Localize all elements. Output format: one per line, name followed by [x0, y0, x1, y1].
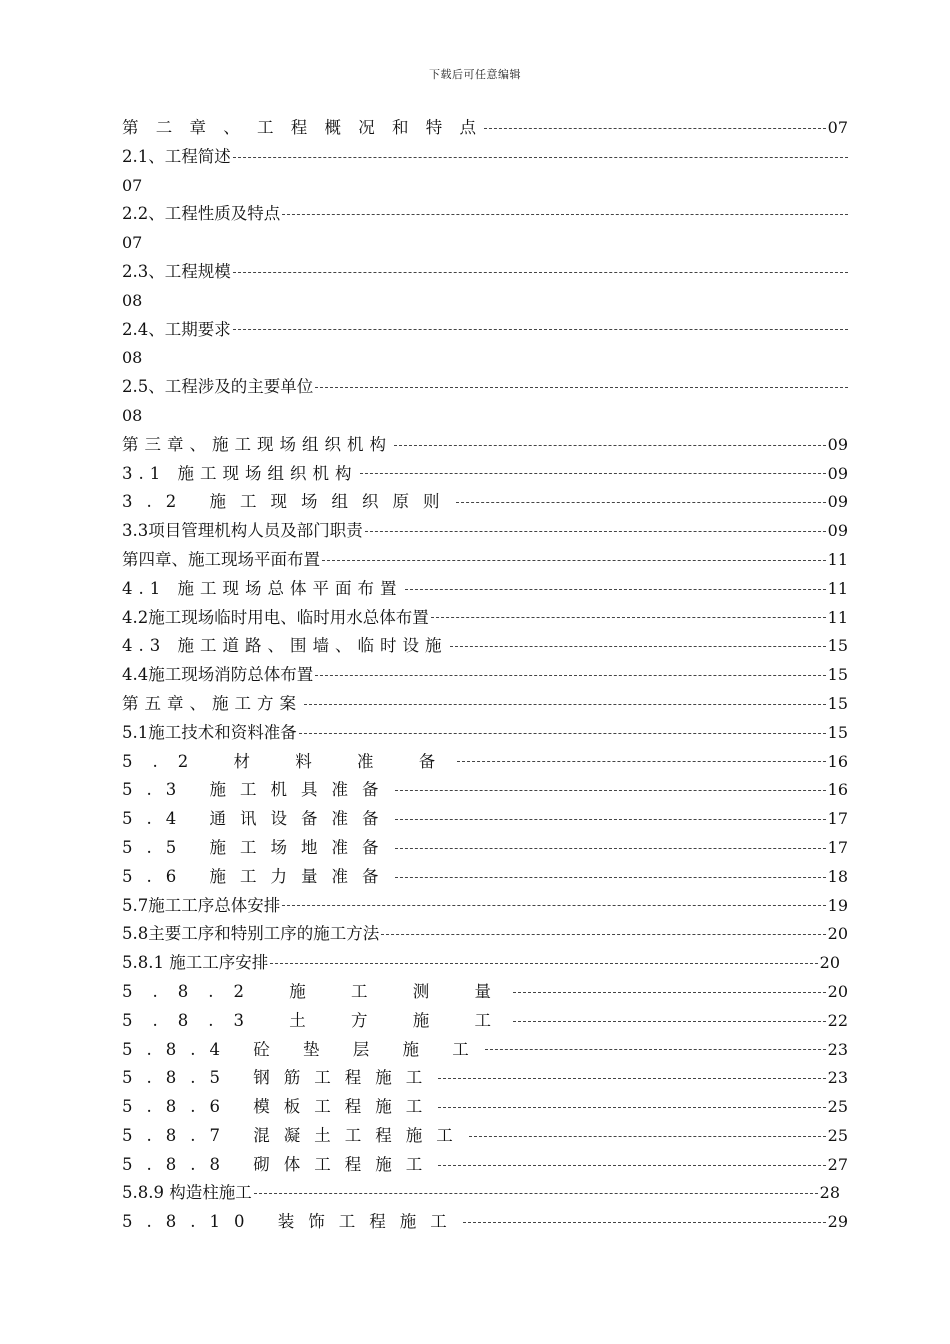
toc-entry-page: 08: [122, 290, 143, 310]
toc-entry-page: 22: [827, 1010, 848, 1030]
toc-entry-page: 07: [827, 118, 848, 137]
toc-leader-dashes: [360, 473, 826, 474]
toc-leader-dashes: [233, 157, 848, 158]
page-header: 下载后可任意编辑: [429, 68, 521, 81]
toc-entry-title: 2.5、工程涉及的主要单位: [122, 377, 314, 397]
toc-entry-title: 4.3 施工道路、围墙、临时设施: [122, 636, 448, 656]
toc-entry: [122, 920, 848, 949]
toc-entry-page: 11: [827, 578, 848, 598]
toc-entry-page: 15: [827, 722, 848, 742]
toc-leader-dashes: [431, 617, 826, 618]
toc-entry-title: 第三章、施工现场组织机构: [122, 434, 392, 454]
toc-entry-title: 5.6 施工力量准备: [122, 866, 393, 886]
toc-entry-title: 第五章、施工方案: [122, 693, 302, 713]
toc-entry: [122, 632, 848, 661]
toc-entry: [122, 604, 848, 633]
toc-entry-title: 2.3、工程规模: [122, 261, 231, 281]
toc-leader-dashes: [469, 1136, 826, 1137]
toc-leader-dashes: [513, 992, 826, 993]
toc-entry-page: 07: [122, 175, 143, 195]
toc-entry-page: 11: [827, 549, 848, 569]
toc-leader-dashes: [456, 502, 826, 503]
toc-entry-title: 5.3 施工机具准备: [122, 780, 393, 800]
toc-leader-dashes: [254, 1193, 818, 1194]
toc-entry-page: 15: [827, 665, 848, 685]
toc-leader-dashes: [365, 531, 826, 532]
toc-entry-title: 5.8.4 砼 垫 层 施 工: [122, 1039, 483, 1059]
toc-leader-dashes: [513, 1021, 826, 1022]
toc-entry: [122, 517, 848, 546]
toc-entry-title: 2.4、工期要求: [122, 319, 231, 339]
toc-entry: [122, 834, 848, 863]
toc-leader-dashes: [315, 387, 848, 388]
toc-entry: [122, 373, 848, 402]
toc-entry: [122, 488, 848, 517]
toc-entry: [122, 1064, 848, 1093]
toc-entry-title: 4.4施工现场消防总体布置: [122, 665, 314, 685]
toc-entry-title: 5.8.3 土 方 施 工: [122, 1010, 511, 1030]
toc-entry-title: 5.8.8 砌体工程施工: [122, 1154, 437, 1174]
toc-entry-page: 08: [122, 348, 143, 368]
toc-entry: [122, 719, 848, 748]
toc-entry-title: 4.1 施工现场总体平面布置: [122, 578, 403, 598]
toc-entry-page: 09: [827, 463, 848, 483]
toc-entry-title: 5.5 施工场地准备: [122, 837, 393, 857]
toc-entry: [122, 1007, 848, 1036]
toc-leader-dashes: [395, 790, 826, 791]
toc-entry-page: 20: [827, 981, 848, 1001]
toc-leader-dashes: [450, 646, 826, 647]
toc-leader-dashes: [322, 560, 826, 561]
toc-entry: [122, 1208, 848, 1237]
toc-leader-dashes: [282, 905, 825, 906]
toc-entry-page: 29: [827, 1212, 848, 1232]
toc-leader-dashes: [395, 877, 826, 878]
toc-leader-dashes: [315, 675, 825, 676]
toc-entry-title: 5.7施工工序总体安排: [122, 895, 281, 915]
toc-entry-page: 17: [827, 809, 848, 829]
toc-entry-page: 25: [827, 1125, 848, 1145]
toc-leader-dashes: [457, 761, 825, 762]
toc-entry-page: 16: [827, 751, 848, 771]
toc-entry-title: 第四章、施工现场平面布置: [122, 549, 320, 569]
toc-entry-title: 5.8.6 模板工程施工: [122, 1097, 437, 1117]
toc-entry: [122, 546, 848, 575]
toc-leader-dashes: [438, 1165, 825, 1166]
toc-entry-title: 4.2施工现场临时用电、临时用水总体布置: [122, 607, 429, 627]
toc-entry: [122, 863, 848, 892]
toc-leader-dashes: [463, 1222, 826, 1223]
toc-leader-dashes: [233, 329, 848, 330]
toc-entry: [122, 892, 848, 921]
toc-entry: [122, 575, 848, 604]
toc-entry-title: 5.8.5 钢筋工程施工: [122, 1068, 437, 1088]
toc-entry-page: 19: [827, 895, 848, 915]
toc-leader-dashes: [304, 704, 826, 705]
toc-entry-page: 11: [827, 607, 848, 627]
toc-entry-page: 18: [827, 866, 848, 886]
toc-entry-page: 20: [827, 924, 848, 944]
toc-leader-dashes: [405, 589, 826, 590]
toc-entry: [122, 1151, 848, 1180]
toc-entry-title: 5.4 通讯设备准备: [122, 809, 393, 829]
toc-leader-dashes: [299, 733, 826, 734]
toc-entry: [122, 661, 848, 690]
toc-entry-title: 5.8.2 施 工 测 量: [122, 981, 511, 1001]
toc-entry-title: 第 二 章 、 工 程 概 况 和 特 点: [122, 118, 482, 137]
toc-entry: [122, 143, 848, 172]
toc-entry-page: 23: [827, 1039, 848, 1059]
toc-leader-dashes: [381, 934, 825, 935]
toc-entry-page: 17: [827, 837, 848, 857]
toc-leader-dashes: [438, 1078, 825, 1079]
toc-entry-title: 5.1施工技术和资料准备: [122, 722, 297, 742]
toc-entry-title: 5.2 材 料 准 备: [122, 751, 456, 771]
toc-leader-dashes: [233, 272, 848, 273]
toc-entry: [122, 431, 848, 460]
toc-entry: [122, 1122, 848, 1151]
toc-entry: [122, 805, 848, 834]
toc-entry-title: 3.3项目管理机构人员及部门职责: [122, 521, 363, 541]
toc-leader-dashes: [438, 1107, 825, 1108]
toc-entry-title: 5.8主要工序和特别工序的施工方法: [122, 924, 380, 944]
toc-entry: [122, 690, 848, 719]
toc-entry: [122, 978, 848, 1007]
toc-entry-page: 15: [827, 693, 848, 713]
toc-entry: [122, 1036, 848, 1065]
toc-entry-page: 09: [827, 521, 848, 541]
toc-entry: [122, 200, 848, 229]
toc-entry: [122, 748, 848, 777]
toc-leader-dashes: [395, 819, 826, 820]
toc-entry-page: 23: [827, 1068, 848, 1088]
toc-entry-page: 07: [122, 233, 143, 253]
toc-leader-dashes: [394, 445, 826, 446]
toc-entry-page: 09: [827, 434, 848, 454]
toc-leader-dashes: [395, 848, 826, 849]
toc-entry-page: 28: [819, 1183, 840, 1203]
toc-entry: [122, 316, 848, 345]
toc-entry-title: 3.1 施工现场组织机构: [122, 463, 358, 483]
toc-entry: [122, 949, 848, 978]
toc-leader-dashes: [485, 1049, 826, 1050]
toc-entry-page: 25: [827, 1097, 848, 1117]
toc-entry-page: 27: [827, 1154, 848, 1174]
toc-entry-page: 15: [827, 636, 848, 656]
toc-entry: [122, 258, 848, 287]
table-of-contents: [122, 114, 848, 1237]
toc-leader-dashes: [270, 963, 817, 964]
toc-entry-page: 08: [122, 405, 143, 425]
toc-entry-page: 20: [819, 953, 840, 973]
toc-entry: [122, 460, 848, 489]
toc-entry-title: 2.2、工程性质及特点: [122, 204, 281, 224]
toc-leader-dashes: [484, 128, 826, 129]
toc-entry-title: 5.8.7 混凝土工程施工: [122, 1125, 467, 1145]
toc-entry-title: 5.8.10 装饰工程施工: [122, 1212, 461, 1232]
toc-entry-title: 3.2 施工现场组织原则: [122, 492, 454, 512]
toc-entry-title: 2.1、工程简述: [122, 146, 231, 166]
toc-entry: [122, 1093, 848, 1122]
toc-entry: [122, 1179, 848, 1208]
toc-entry-title: 5.8.1 施工工序安排: [122, 953, 269, 973]
toc-leader-dashes: [282, 214, 848, 215]
toc-entry-title: 5.8.9 构造柱施工: [122, 1183, 252, 1203]
toc-entry: [122, 114, 848, 143]
toc-entry-page: 16: [827, 780, 848, 800]
toc-entry-page: 09: [827, 492, 848, 512]
toc-entry: [122, 776, 848, 805]
